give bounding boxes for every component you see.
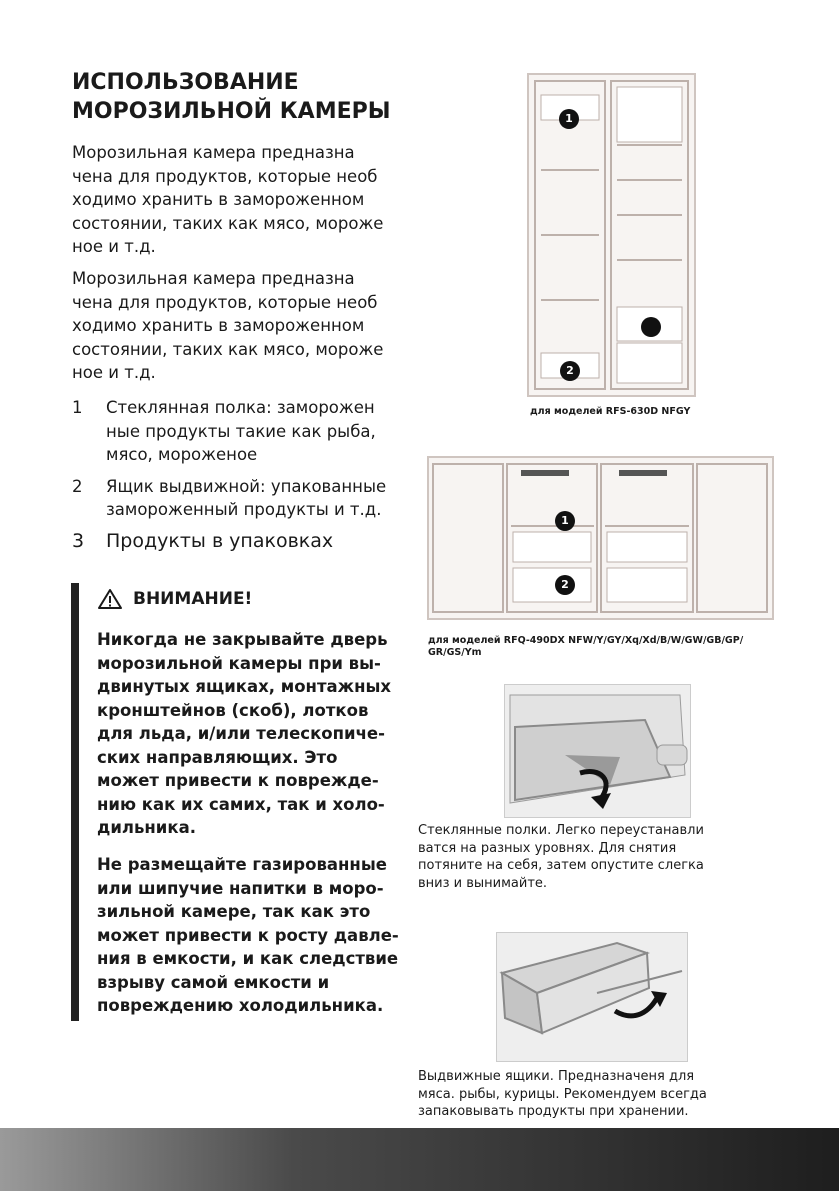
figure-3-caption (418, 822, 738, 892)
warning-line: может привести к поврежде- (97, 771, 379, 790)
list-line: Продукты в упаковках (106, 529, 334, 552)
list-text (106, 475, 386, 522)
list-text (106, 530, 333, 554)
warning-line: Не размещайте газированные (97, 855, 387, 874)
figure-1-caption: для моделей RFS-630D NFGY (530, 406, 691, 417)
numbered-list (72, 396, 417, 561)
caption-line: GR/GS/Ym (428, 647, 482, 658)
page-title (72, 68, 402, 126)
para1-line: ное и т.д. (72, 237, 156, 256)
warning-line: для льда, и/или телескопиче- (97, 724, 385, 743)
warning-line: кронштейнов (скоб), лотков (97, 700, 369, 720)
figure-2-caption (428, 635, 768, 659)
warning-sidebar (71, 583, 79, 1021)
para2-line: ное и т.д. (72, 363, 156, 382)
list-line: Стеклянная полка: заморожен (106, 398, 375, 417)
figure-4-caption (418, 1068, 738, 1121)
caption-line: запаковывать продукты при хранении. (418, 1104, 689, 1119)
glass-shelf-illustration (505, 685, 690, 817)
warning-paragraph-1 (97, 628, 412, 840)
shelf-marker-1: 1 (559, 109, 579, 129)
fridge-interior-figure-1 (527, 73, 696, 397)
intro-paragraph-2 (72, 267, 402, 385)
list-line: Ящик выдвижной: упакованные (106, 476, 387, 496)
warning-heading-text: ВНИМАНИЕ! (133, 589, 253, 609)
caption-line: Стеклянные полки. Легко переустанавли (418, 823, 704, 838)
caption-line: мяса. рыбы, курицы. Рекомендуем всегда (418, 1086, 707, 1102)
warning-line: или шипучие напитки в моро- (97, 878, 384, 898)
warning-line: взрыву самой емкости и (97, 972, 330, 992)
caption-line: потяните на себя, затем опустите слегка (418, 858, 704, 873)
page-footer-band (0, 1128, 839, 1191)
title-line-2: МОРОЗИЛЬНОЙ КАМЕРЫ (72, 99, 391, 124)
para2-line: состоянии, таких как мясо, мороже (72, 339, 384, 359)
fridge-diagram-2 (429, 458, 772, 618)
warning-line: Никогда не закрывайте дверь (97, 630, 388, 649)
drawer-image (496, 932, 688, 1062)
para1-line: Морозильная камера предназна (72, 143, 355, 162)
warning-line: повреждению холодильника. (97, 996, 384, 1015)
list-number: 2 (72, 476, 83, 496)
warning-line: нию как их самих, так и холо- (97, 794, 385, 814)
list-item (72, 475, 417, 522)
shelf-marker-2: 2 (560, 361, 580, 381)
shelf-marker-1: 1 (555, 511, 575, 531)
list-item (72, 396, 417, 467)
title-line-1: ИСПОЛЬЗОВАНИЕ (72, 70, 299, 95)
caption-line: Выдвижные ящики. Предназначеня для (418, 1069, 695, 1084)
warning-heading (97, 588, 252, 610)
warning-line: двинутых ящиках, монтажных (97, 677, 392, 696)
warning-line: дильника. (97, 818, 196, 837)
warning-line: может привести к росту давле- (97, 925, 399, 945)
glass-shelf-image (504, 684, 691, 818)
para1-line: состоянии, таких как мясо, мороже (72, 213, 384, 233)
para2-line: чена для продуктов, которые необ (72, 292, 378, 312)
warning-line: ских направляющих. Это (97, 747, 338, 767)
fridge-diagram-1 (529, 75, 694, 395)
list-line: мясо, мороженое (106, 445, 258, 464)
caption-line: вниз и вынимайте. (418, 875, 548, 891)
list-number: 1 (72, 398, 83, 417)
para2-line: ходимо хранить в замороженном (72, 316, 365, 335)
list-line: замороженный продукты и т.д. (106, 500, 382, 519)
drawer-illustration (497, 933, 687, 1061)
para1-line: чена для продуктов, которые необ (72, 166, 378, 186)
warning-paragraph-2 (97, 853, 412, 1018)
fridge-interior-figure-2 (427, 456, 774, 620)
list-number: 3 (72, 529, 85, 552)
caption-line: для моделей RFQ-490DX NFW/Y/GY/Xq/Xd/B/W/GW/GB/GP/ (428, 635, 744, 646)
list-line: ные продукты такие как рыба, (106, 421, 376, 441)
shelf-marker-2: 2 (555, 575, 575, 595)
warning-line: ния в емкости, и как следствие (97, 949, 399, 968)
warning-triangle-icon (97, 588, 123, 610)
warning-line: морозильной камеры при вы- (97, 653, 381, 673)
intro-paragraph-1 (72, 141, 402, 259)
warning-line: зильной камере, так как это (97, 902, 371, 921)
para2-line: Морозильная камера предназна (72, 269, 355, 288)
list-text (106, 396, 376, 467)
caption-line: ватся на разных уровнях. Для снятия (418, 840, 677, 856)
list-item (72, 530, 417, 554)
para1-line: ходимо хранить в замороженном (72, 190, 365, 209)
